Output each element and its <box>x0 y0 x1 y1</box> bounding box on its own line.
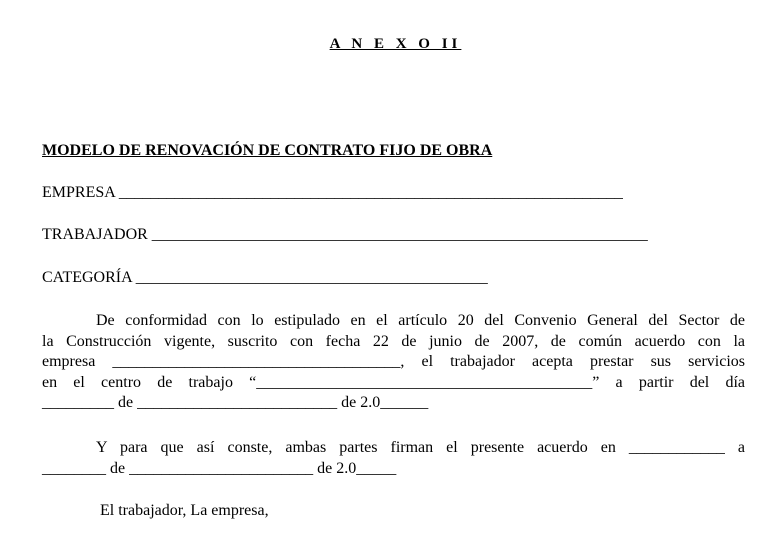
paragraph-line: ________ de _______________________ de 2.0_____ <box>42 459 397 477</box>
paragraph-line: _________ de _________________________ de 2.0______ <box>42 394 429 411</box>
categoria-field: CATEGORÍA ____________________________________________ <box>42 269 488 286</box>
closing-paragraph <box>42 438 745 479</box>
paragraph-line: la Construcción vigente, suscrito con fecha 22 de junio de 2007, de común acuerdo con la <box>42 332 745 350</box>
trabajador-field: TRABAJADOR ______________________________________________________________ <box>42 226 648 243</box>
paragraph-line: De conformidad con lo estipulado en el artículo 20 del Convenio General del Sector de <box>96 312 745 329</box>
annex-title: A N E X O II <box>329 36 462 52</box>
paragraph-line: Y para que así conste, ambas partes firman el presente acuerdo en ____________ a <box>96 439 745 456</box>
model-title: MODELO DE RENOVACIÓN DE CONTRATO FIJO DE OBRA <box>42 142 493 159</box>
agreement-paragraph <box>42 311 745 414</box>
signatures-line: El trabajador, La empresa, <box>100 502 269 519</box>
paragraph-line: en el centro de trabajo “__________________________________________” a partir del día <box>42 373 745 391</box>
empresa-field: EMPRESA _______________________________________________________________ <box>42 184 623 201</box>
paragraph-line: empresa ____________________________________, el trabajador acepta prestar sus servicios <box>42 353 745 370</box>
